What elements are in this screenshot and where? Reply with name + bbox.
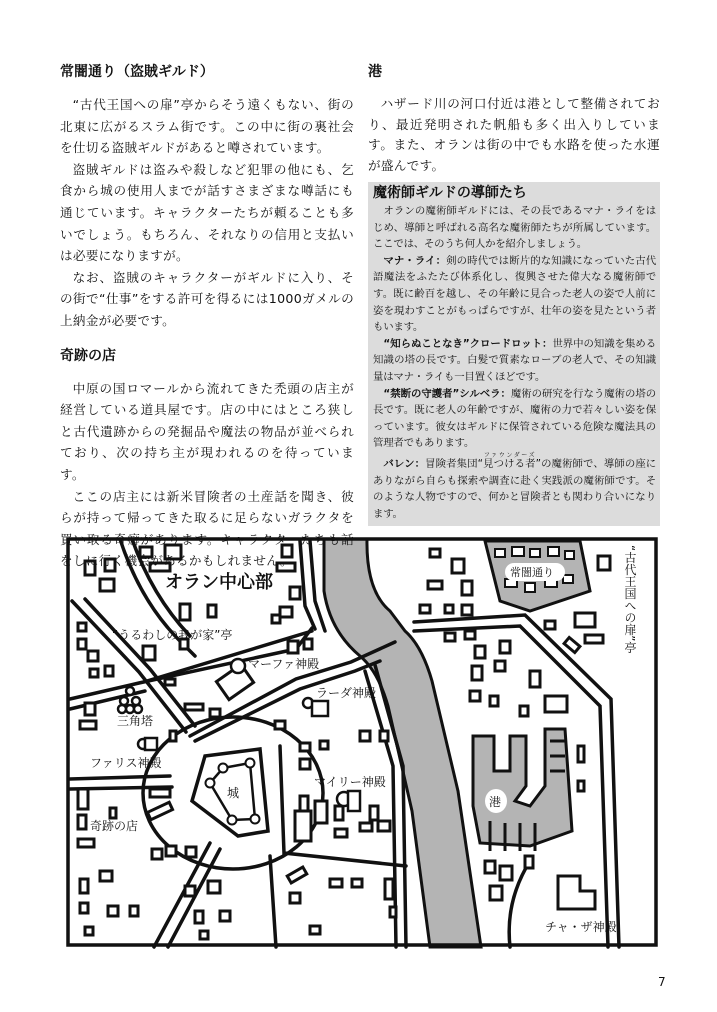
left-column: [60, 62, 354, 572]
right-column: [368, 62, 660, 526]
ruby-term: [482, 451, 536, 470]
paragraph: ここの店主には新米冒険者の土産話を聞き、彼らが持って帰ってきた取るに足らないガラクタを買い取る奇癖があります。キャラクターたちも話をしに行く機会があるかもしれません。: [60, 488, 354, 569]
entry-text: 世界中の知識を集める知識の塔の長です。白髪で質素なローブの老人で、その知識量はマナ・ライも一目置くほどです。: [373, 337, 656, 383]
paragraph: 中原の国ロマールから流れてきた禿頭の店主が経営している道具屋です。店の中にはところ狭しと古代遺跡からの発掘品や魔法の物品が並べられており、次の持ち主が現われるのを待っています。: [60, 380, 354, 482]
sidebar-entry: [373, 253, 656, 336]
sidebar-intro: オランの魔術師ギルドには、その長であるマナ・ライをはじめ、導師と呼ばれる高名な魔術師たちが所属しています。ここでは、そのうち何人かを紹介しましょう。: [373, 205, 656, 251]
label-lada-temple: ラーダ神殿: [316, 686, 377, 700]
section-title-miracle-shop: 奇跡の店: [60, 347, 116, 364]
label-oran-center: オラン中心部: [165, 572, 273, 593]
paragraph: “古代王国への扉”亭からそう遠くもない、街の北東に広がるスラム街です。この中に街の裏社会を仕切る盗賊ギルドがあると噂されています。: [60, 97, 354, 156]
mage-guild-sidebar: [368, 182, 660, 526]
ruby-base: 見つける者: [482, 457, 536, 470]
paragraph: ハザード川の河口付近は港として整備されており、最近発明された帆船も多く出入りしています。また、オランは街の中でも水路を使った水運が盛んです。: [368, 96, 660, 173]
harbor-basin: [473, 729, 572, 846]
label-inn-home: “うるわしの我が家”亭: [112, 628, 233, 642]
sidebar-entry: [373, 452, 656, 522]
entry-name: バレン：: [383, 457, 426, 470]
label-tokoyami-street: 常闇通り: [510, 566, 554, 579]
label-myrii-temple: マイリー神殿: [314, 775, 386, 789]
label-pharis-temple: ファリス神殿: [90, 756, 162, 770]
label-chaza-temple: チャ・ザ神殿: [545, 920, 617, 934]
sidebar-title: 魔術師ギルドの導師たち: [373, 185, 527, 201]
label-harbor: 港: [489, 795, 502, 809]
entry-name: “禁断の守護者”シルベラ：: [383, 387, 511, 400]
entry-text: 剣の時代では断片的な知識になっていた古代語魔法をふたたび体系化し、復興させた偉大なる魔術師です。既に齢百を越し、その年齢に見合った老人の姿で人前に姿を現わすことがもっぱらですが、壮年の姿を見たという者もいます。: [373, 254, 656, 334]
label-castle: 城: [227, 786, 240, 800]
entry-text: 冒険者集団“: [425, 457, 483, 470]
section-title-tokoyami: 常闇通り（盗賊ギルド）: [60, 64, 214, 80]
entry-text: 魔術の研究を行なう魔術の塔の長です。既に老人の年齢ですが、魔術の力で若々しい姿を保っています。彼女はギルドに保管されている危険な魔法具の管理者でもあります。: [373, 387, 656, 450]
paragraph: なお、盗賊のキャラクターがギルドに入り、その街で“仕事”をする許可を得るには1000ガメルの上納金が必要です。: [60, 269, 354, 328]
page-number: 7: [658, 975, 666, 989]
oran-city-map: [60, 531, 670, 951]
label-triangle-tower: 三角塔: [117, 714, 154, 728]
entry-text: ”の魔術師で、導師の座にありながら自らも探索や調査に赴く実践派の魔術師です。そのような人物ですので、何かと冒険者とも関わり合いになります。: [373, 457, 657, 520]
ruby-reading: ファウンダーズ: [482, 451, 536, 459]
label-ancient-gate-inn: “古代王国への扉”亭: [623, 545, 637, 654]
sidebar-entry: [373, 336, 656, 386]
paragraph: 盗賊ギルドは盗みや殺しなど犯罪の他にも、乞食から城の使用人までが話すさまざまな噂話にも通じています。キャラクターたちが頼ることも多いでしょう。もちろん、それなりの信用と支払いは必要になりますが。: [60, 161, 354, 264]
sidebar-entry: [373, 386, 656, 452]
entry-name: マナ・ライ：: [383, 254, 447, 267]
section-title-harbor: 港: [368, 64, 382, 80]
label-marfa-temple: マーファ神殿: [248, 657, 320, 671]
entry-name: “知らぬことなき”クロードロット：: [383, 337, 553, 350]
label-miracle-shop: 奇跡の店: [90, 819, 139, 833]
